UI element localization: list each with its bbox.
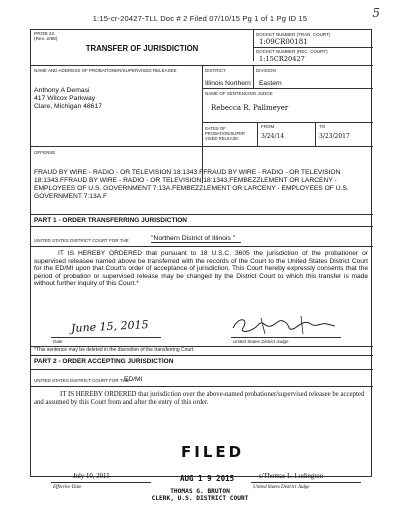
part2-court-label: UNITED STATES DISTRICT COURT FOR THE [34, 378, 129, 383]
part2-court-value: ED/MI [124, 376, 143, 383]
part1-court-value [151, 235, 241, 242]
part2-order-text: IT IS HEREBY ORDERED that jurisdiction over the above-named probationer/supervised releasee be accepted and assumed by this Court from and after the entry of this order. [34, 391, 365, 406]
filed-stamp-date: AUG 1 9 2015 [180, 474, 235, 483]
part1-date-signature: June 15, 2015 [70, 317, 149, 336]
division-label: DIVISION [256, 68, 276, 73]
probationer-address [34, 87, 102, 111]
dates-label-line1: DATES OF [205, 126, 226, 131]
dates-label-line2: PROBATION/SUPER [205, 131, 245, 136]
offense-label: OFFENSE [34, 150, 56, 155]
offense-text: FRAUD BY WIRE - RADIO - OR TELEVISION 18:1343.FFRAUD BY WIRE - RADIO - OR TELEVISION 18:1343.FFRAUD BY WIRE - RADIO - OR TELEVISION 18:1343.FEMBEZZLEMENT OR LARCENY - EMPLOYEES OF U.S. GOVERNMENT 7:13A.FEMBEZZLEMENT OR LARCENY - EMPLOYEES OF U.S. GOVERNMENT 7:13A.F [34, 169, 349, 200]
part2-judge-signature: s/Thomas L. Ludington [259, 473, 323, 480]
part1-court-label: UNITED STATES DISTRICT COURT FOR THE [34, 238, 129, 243]
date-to-value: 3/23/2017 [319, 133, 350, 140]
probationer-label: NAME AND ADDRESS OF PROBATIONER/SUPERVISED RELEASEE [34, 68, 177, 73]
docket-tran-label: DOCKET NUMBER (TRAN. COURT) [256, 32, 331, 37]
dates-label [205, 126, 245, 141]
part2-effective-date: July 10, 2015 [73, 473, 110, 480]
docket-rec-label: DOCKET NUMBER (REC. COURT) [256, 49, 328, 54]
form-id-line1: PROB 22 [34, 32, 55, 37]
clerk-name: THOMAS G. BRUTON [170, 488, 230, 495]
clerk-title: CLERK, U.S. DISTRICT COURT [151, 495, 249, 502]
page-header: 1:15-cr-20427-TLL Doc # 2 Filed 07/10/15 Pg 1 of 1 Pg ID 15 [92, 14, 308, 23]
district-value: Illinois Northern [205, 80, 251, 87]
judge-signature-graphic [231, 314, 341, 338]
probationer-street: 417 Wilcox Parkway [34, 95, 96, 102]
probationer-city: Clare, Michigan 48617 [34, 103, 103, 110]
transfer-form [30, 29, 372, 490]
part1-order-text: IT IS HEREBY ORDERED that pursuant to 18 U.S.C. 3605 the jurisdiction of the probationer or supervised releasee named above be transferred with the records of the Court to the United States District Court for the ED/MI upon that Court's order of acceptance of jurisdiction. This Court hereby expressly consents that the period of probation or supervised release may be changed by the District Court to which this transfer is made without further inquiry of this Court.* [34, 250, 368, 288]
date-to-label: TO [319, 124, 326, 129]
probationer-name: Anthony A Demasi [34, 87, 90, 94]
part2-title: PART 2 - ORDER ACCEPTING JURISDICTION [34, 358, 174, 365]
form-id [34, 32, 57, 42]
judge-value: Rebecca R. Pallmeyer [211, 104, 289, 112]
dates-label-line3: VISED RELEASE: [205, 136, 240, 141]
corner-page-mark: 5 [372, 6, 380, 20]
division-value: Eastern [259, 80, 282, 87]
date-from-label: FROM [261, 124, 275, 129]
docket-tran-value: 1:09CR00181 [259, 38, 308, 46]
date-from-value: 3/24/14 [261, 133, 285, 140]
part1-date-label: Date [53, 339, 63, 344]
clerk-stamp [150, 488, 250, 502]
filed-stamp: FILED [181, 443, 245, 461]
judge-label: NAME OF SENTENCING JUDGE [205, 91, 273, 96]
part1-title: PART 1 - ORDER TRANSFERRING JURISDICTION [34, 217, 187, 224]
district-label: DISTRICT [205, 68, 226, 73]
part1-footnote: *This sentence may be deleted in the discretion of the transferring Court. [34, 347, 195, 353]
part2-judge-label: United States District Judge [253, 485, 310, 490]
part2-effective-label: Effective Date [53, 485, 82, 490]
docket-rec-value: 1:15CR20427 [259, 55, 305, 63]
part1-judge-label: United States District Judge [233, 339, 289, 344]
part1-court-name: "Northern District of Illinois " [151, 235, 241, 243]
form-title: TRANSFER OF JURISDICTION [85, 44, 199, 53]
form-id-line2: (Rev. 2/88) [34, 37, 58, 42]
